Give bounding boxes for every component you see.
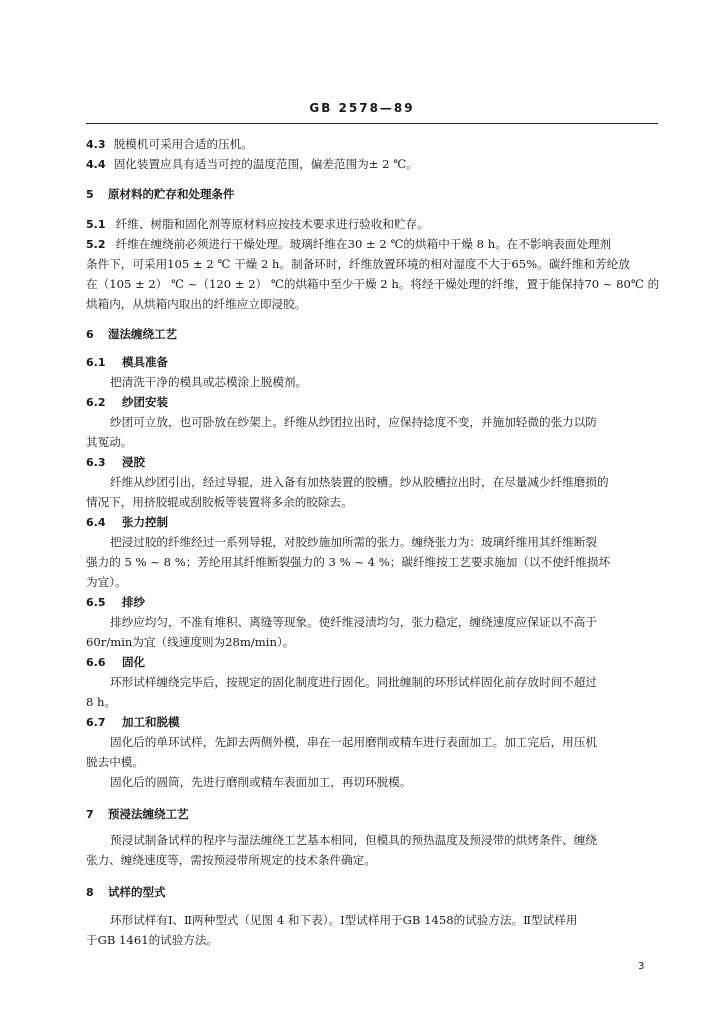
clause-6-6-heading — [86, 652, 658, 672]
clause-number: 6.1 — [86, 356, 106, 369]
clause-title: 加工和脱模 — [122, 715, 180, 729]
clause-number: 5.2 — [86, 238, 106, 251]
clause-5-2-line-4: 烘箱内，从烘箱内取出的纤维应立即浸胶。 — [86, 297, 307, 311]
clause-text: 脱模机可采用合适的压机。 — [113, 137, 253, 151]
clause-number: 6.2 — [86, 396, 106, 409]
clause-6-7-line-3: 固化后的圆筒，先进行磨削或精车表面加工，再切环脱模。 — [110, 775, 412, 789]
clause-6-4-heading — [86, 512, 658, 532]
clause-number: 4.4 — [86, 158, 106, 171]
section-7-line-2: 张力、缠绕速度等，需按预浸带所规定的技术条件确定。 — [86, 853, 376, 867]
clause-text: 纤维、树脂和固化剂等原材料应按技术要求进行验收和贮存。 — [115, 217, 429, 231]
clause-6-3-heading — [86, 452, 658, 472]
clause-6-1-text: 把清洗干净的模具或芯模涂上脱模剂。 — [110, 375, 308, 389]
clause-number: 6.6 — [86, 656, 106, 669]
clause-number: 6.4 — [86, 516, 106, 529]
clause-5-2-line-2: 条件下，可采用105 ± 2 ℃ 干燥 2 h。制备环时，纤维放置环境的相对湿度不大于65%。碳纤维和芳纶放 — [86, 257, 630, 271]
section-8-heading — [86, 882, 658, 902]
clause-text: 固化装置应具有适当可控的温度范围，偏差范围为± 2 ℃。 — [113, 157, 418, 171]
clause-4-4 — [86, 154, 658, 174]
clause-6-2-heading — [86, 392, 658, 412]
clause-6-5-line-2: 60r/min为宜（线速度则为28m/min）。 — [86, 635, 295, 649]
section-7-heading — [86, 804, 658, 824]
section-title: 预浸法缠绕工艺 — [108, 807, 189, 821]
section-number: 8 — [86, 886, 94, 899]
section-number: 6 — [86, 328, 94, 341]
clause-6-5-line-1: 排纱应均匀，不准有堆积、离缝等现象。使纤维浸渍均匀，张力稳定，缠绕速度应保证以不高于 — [110, 615, 597, 629]
clause-title: 排纱 — [122, 595, 146, 609]
section-number: 7 — [86, 808, 94, 821]
clause-6-3-line-1: 纤维从纱团引出，经过导辊，进入备有加热装置的胶槽。纱从胶槽拉出时，在尽量减少纤维磨损的 — [110, 475, 609, 489]
clause-number: 6.5 — [86, 596, 106, 609]
section-title: 原材料的贮存和处理条件 — [108, 187, 235, 201]
clause-text: 纤维在缠绕前必须进行干燥处理。玻璃纤维在30 ± 2 ℃的烘箱中干燥 8 h。在不影响表面处理剂 — [115, 237, 612, 251]
section-number: 5 — [86, 188, 94, 201]
clause-6-2-line-2: 其冤动。 — [86, 435, 133, 449]
clause-6-4-line-2: 强力的 5 % ~ 8 %；芳纶用其纤维断裂强力的 3 % ~ 4 %；碳纤维按工艺要求施加（以不使纤维损坏 — [86, 555, 611, 569]
section-8-line-2: 于GB 1461的试验方法。 — [86, 933, 219, 947]
clause-6-3-line-2: 情况下，用挤胶辊或刮胶板等装置将多余的胶除去。 — [86, 495, 353, 509]
clause-title: 纱团安装 — [122, 395, 169, 409]
clause-title: 张力控制 — [122, 515, 169, 529]
section-title: 试样的型式 — [108, 885, 166, 899]
header-rule — [86, 123, 658, 124]
clause-6-6-line-1: 环形试样缠绕完毕后，按规定的固化制度进行固化。同批缠制的环形试样固化前存放时间不超过 — [110, 675, 597, 689]
clause-number: 6.7 — [86, 716, 106, 729]
clause-5-1 — [86, 214, 658, 234]
clause-6-1-heading — [86, 352, 658, 372]
clause-6-4-line-3: 为宜）。 — [86, 575, 127, 589]
clause-6-2-line-1: 纱团可立放，也可卧放在纱架上。纤维从纱团拉出时，应保持捻度不变，并施加轻微的张力以防 — [110, 415, 597, 429]
clause-title: 固化 — [122, 655, 146, 669]
section-8-line-1: 环形试样有Ⅰ、Ⅱ两种型式（见图 4 和下表）。Ⅰ型试样用于GB 1458的试验方法。Ⅱ型试样用 — [110, 913, 578, 927]
clause-number: 5.1 — [86, 218, 106, 231]
section-7-line-1: 预浸试制备试样的程序与湿法缠绕工艺基本相同，但模具的预热温度及预浸带的烘烤条件、缠绕 — [110, 833, 597, 847]
clause-6-5-heading — [86, 592, 658, 612]
clause-4-3 — [86, 134, 658, 154]
clause-5-2-line-3: 在（105 ± 2） ℃ ~（120 ± 2） ℃的烘箱中至少干燥 2 h。将经干燥处理的纤维，置于能保持70 ~ 80℃ 的 — [86, 277, 660, 291]
section-title: 湿法缠绕工艺 — [108, 327, 178, 341]
clause-title: 浸胶 — [122, 455, 146, 469]
document-body — [86, 134, 660, 947]
page-number: 3 — [638, 961, 645, 972]
clause-number: 6.3 — [86, 456, 106, 469]
clause-number: 4.3 — [86, 138, 106, 151]
clause-6-7-line-1: 固化后的单环试样，先卸去两侧外模，串在一起用磨削或精车进行表面加工。加工完后，用压机 — [110, 735, 597, 749]
clause-6-7-line-2: 脱去中模。 — [86, 755, 144, 769]
section-6-heading — [86, 324, 658, 344]
standard-code-header: GB 2578—89 — [309, 101, 415, 115]
clause-6-4-line-1: 把浸过胶的纤维经过一系列导辊，对胶纱施加所需的张力。缠绕张力为：玻璃纤维用其纤维断裂 — [110, 535, 597, 549]
section-5-heading — [86, 184, 658, 204]
clause-6-7-heading — [86, 712, 658, 732]
clause-5-2-line-1 — [86, 234, 658, 254]
clause-title: 模具准备 — [122, 355, 169, 369]
clause-6-6-line-2: 8 h。 — [86, 695, 117, 709]
